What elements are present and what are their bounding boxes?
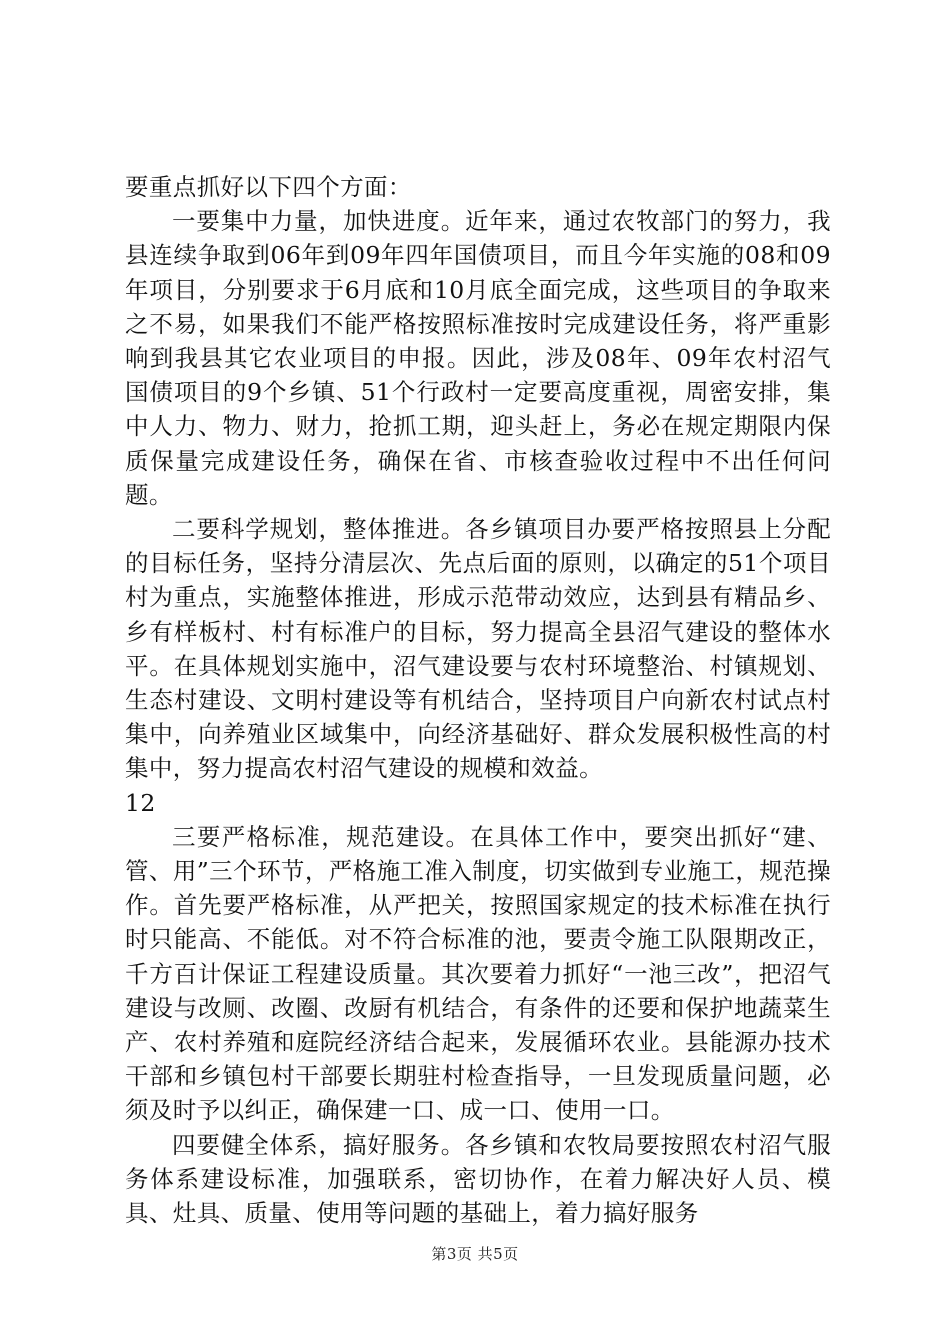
paragraph-intro: 要重点抓好以下四个方面： — [125, 173, 412, 201]
page-footer: 第3页 共5页 — [431, 1245, 519, 1263]
paragraph-point-one: 一要集中力量，加快进度。近年来，通过农牧部门的努力，我县连续争取到06年到09年四年国债项目，而且今年实施的08和09年项目，分别要求于6月底和10月底全面完成，这些项目的争取来之不易，如果我们不能严格按照标准按时完成建设任务，将严重影响到我县其它农业项目的申报。因此，涉及08年、09年农村沼气国债项目的9个乡镇、51个行政村一定要高度重视，周密安排，集中人力、物力、财力，抢抓工期，迎头赶上，务必在规定期限内保质保量完成建设任务，确保在省、市核查验收过程中不出任何问题。 — [125, 207, 831, 509]
paragraph-point-two: 二要科学规划，整体推进。各乡镇项目办要严格按照县上分配的目标任务，坚持分清层次、先点后面的原则，以确定的51个项目村为重点，实施整体推进，形成示范带动效应，达到县有精品乡、乡有样板村、村有标准户的目标，努力提高全县沼气建设的整体水平。在具体规划实施中，沼气建设要与农村环境整治、村镇规划、生态村建设、文明村建设等有机结合，坚持项目户向新农村试点村集中，向养殖业区域集中，向经济基础好、群众发展积极性高的村集中，努力提高农村沼气建设的规模和效益。 — [125, 515, 831, 783]
document-body — [125, 170, 831, 1230]
inline-page-number: 12 — [125, 788, 156, 817]
paragraph-point-four: 四要健全体系，搞好服务。各乡镇和农牧局要按照农村沼气服务体系建设标准，加强联系，密切协作，在着力解决好人员、模具、灶具、质量、使用等问题的基础上，着力搞好服务 — [125, 1130, 831, 1228]
paragraph-point-three: 三要严格标准，规范建设。在具体工作中，要突出抓好“建、管、用”三个环节，严格施工准入制度，切实做到专业施工，规范操作。首先要严格标准，从严把关，按照国家规定的技术标准在执行时只能高、不能低。对不符合标准的池，要责令施工队限期改正，千方百计保证工程建设质量。其次要着力抓好“一池三改”，把沼气建设与改厕、改圈、改厨有机结合，有条件的还要和保护地蔬菜生产、农村养殖和庭院经济结合起来，发展循环农业。县能源办技术干部和乡镇包村干部要长期驻村检查指导，一旦发现质量问题，必须及时予以纠正，确保建一口、成一口、使用一口。 — [125, 822, 831, 1125]
